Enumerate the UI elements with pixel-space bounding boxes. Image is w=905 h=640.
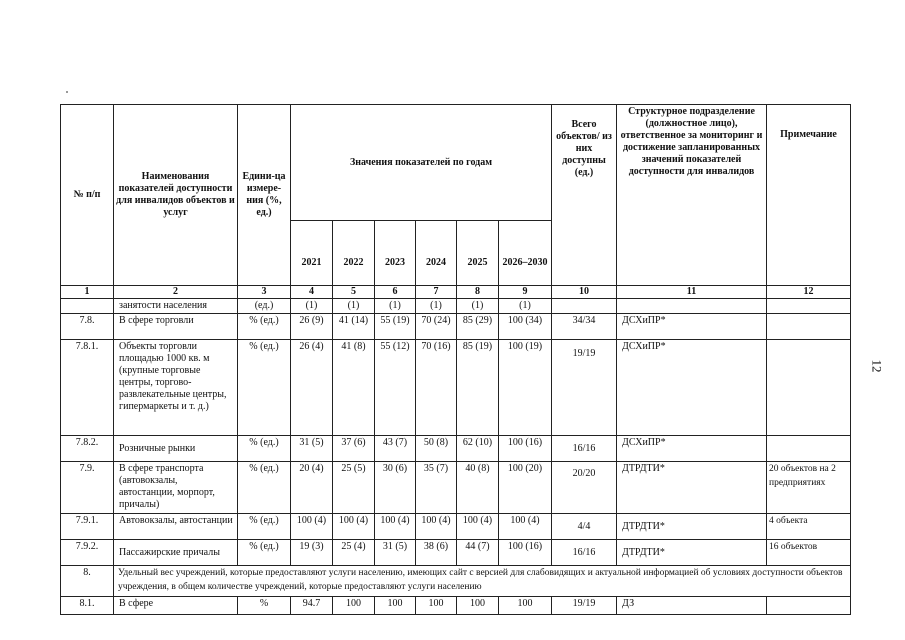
header-year: 2026–2030 [499, 221, 552, 286]
row-num: 7.8.1. [61, 340, 114, 436]
row-value: 31 (5) [291, 436, 333, 462]
row-value: (1) [416, 299, 457, 314]
row-responsible: ДСХиПР* [617, 314, 767, 340]
row-value: 41 (14) [333, 314, 375, 340]
row-value: 38 (6) [416, 540, 457, 566]
row-value: 26 (9) [291, 314, 333, 340]
row-total: 4/4 [552, 514, 617, 540]
header-year: 2024 [416, 221, 457, 286]
header-values: Значения показателей по годам [291, 105, 552, 221]
row-value: 70 (16) [416, 340, 457, 436]
row-name: занятости населения [114, 299, 238, 314]
row-num: 7.9. [61, 462, 114, 514]
accessibility-indicators-table [60, 104, 851, 615]
column-number: 7 [416, 286, 457, 299]
row-unit: % (ед.) [238, 314, 291, 340]
row-unit: % (ед.) [238, 340, 291, 436]
section-num: 8. [61, 566, 114, 597]
table-row [61, 340, 851, 436]
row-num: 7.9.1. [61, 514, 114, 540]
row-num [61, 299, 114, 314]
column-numbers-row [61, 286, 851, 299]
table-row [61, 436, 851, 462]
row-name: Розничные рынки [114, 436, 238, 462]
row-value: 62 (10) [457, 436, 499, 462]
row-value: 100 [499, 596, 552, 614]
row-value: 85 (29) [457, 314, 499, 340]
row-value: 55 (19) [375, 314, 416, 340]
row-value: 25 (5) [333, 462, 375, 514]
row-value: 31 (5) [375, 540, 416, 566]
row-name: В сфере торговли [114, 314, 238, 340]
column-number: 1 [61, 286, 114, 299]
table-row [61, 596, 851, 614]
row-value: 85 (19) [457, 340, 499, 436]
column-number: 10 [552, 286, 617, 299]
row-value: 43 (7) [375, 436, 416, 462]
row-value: 20 (4) [291, 462, 333, 514]
header-year: 2022 [333, 221, 375, 286]
row-responsible: ДСХиПР* [617, 340, 767, 436]
row-value: 100 [416, 596, 457, 614]
row-value: 100 (19) [499, 340, 552, 436]
row-total [552, 299, 617, 314]
row-num: 7.8. [61, 314, 114, 340]
row-value: 44 (7) [457, 540, 499, 566]
row-name: Автовокзалы, автостанции [114, 514, 238, 540]
row-name: Объекты торговли площадью 1000 кв. м (крупные торговые центры, торгово-развлекательные центры, гипермаркеты и т. д.) [114, 340, 238, 436]
row-responsible: ДТРДТИ* [617, 514, 767, 540]
row-total: 19/19 [552, 340, 617, 436]
row-responsible: ДСХиПР* [617, 436, 767, 462]
row-value: (1) [291, 299, 333, 314]
page-number: 12 [869, 359, 885, 373]
row-name: Пассажирские причалы [114, 540, 238, 566]
row-value: (1) [333, 299, 375, 314]
row-note: 20 объектов на 2 предприятиях [767, 462, 851, 514]
header-note: Примечание [767, 105, 851, 286]
row-value: 100 (4) [291, 514, 333, 540]
row-value: 100 [333, 596, 375, 614]
row-value: 100 [457, 596, 499, 614]
column-number: 11 [617, 286, 767, 299]
row-value: 40 (8) [457, 462, 499, 514]
row-unit: % (ед.) [238, 514, 291, 540]
row-note: 4 объекта [767, 514, 851, 540]
row-total: 16/16 [552, 540, 617, 566]
row-num: 7.9.2. [61, 540, 114, 566]
row-value: 50 (8) [416, 436, 457, 462]
column-number: 4 [291, 286, 333, 299]
row-value: 100 (4) [375, 514, 416, 540]
header-year: 2023 [375, 221, 416, 286]
row-value: 100 (16) [499, 436, 552, 462]
row-value: 25 (4) [333, 540, 375, 566]
table-row [61, 540, 851, 566]
column-number: 2 [114, 286, 238, 299]
row-total: 34/34 [552, 314, 617, 340]
row-value: 30 (6) [375, 462, 416, 514]
row-total: 19/19 [552, 596, 617, 614]
row-note: 16 объектов [767, 540, 851, 566]
row-unit: % (ед.) [238, 540, 291, 566]
row-value: 35 (7) [416, 462, 457, 514]
header-year: 2025 [457, 221, 499, 286]
row-unit: % (ед.) [238, 436, 291, 462]
row-responsible: ДТРДТИ* [617, 462, 767, 514]
row-value: 100 (4) [333, 514, 375, 540]
column-number: 6 [375, 286, 416, 299]
row-note [767, 299, 851, 314]
row-value: 70 (24) [416, 314, 457, 340]
row-unit: (ед.) [238, 299, 291, 314]
header-total: Всего объектов/ из них доступны (ед.) [552, 105, 617, 286]
row-note [767, 596, 851, 614]
header-name: Наименования показателей доступности для инвалидов объектов и услуг [114, 105, 238, 286]
row-num: 8.1. [61, 596, 114, 614]
row-value: 100 (20) [499, 462, 552, 514]
table-row [61, 299, 851, 314]
row-value: 55 (12) [375, 340, 416, 436]
section-title: Удельный вес учреждений, которые предоставляют услуги населению, имеющих сайт с версией для слабовидящих и актуальной информацией об условиях доступности объектов учреждения, в общем количестве учреждений, которые предоставляют услуги населению [114, 566, 851, 597]
row-value: 100 [375, 596, 416, 614]
section-row [61, 566, 851, 597]
row-responsible: ДЗ [617, 596, 767, 614]
column-number: 5 [333, 286, 375, 299]
row-total: 16/16 [552, 436, 617, 462]
table-row [61, 314, 851, 340]
row-note [767, 436, 851, 462]
row-value: 100 (16) [499, 540, 552, 566]
row-value: 19 (3) [291, 540, 333, 566]
table-row [61, 462, 851, 514]
column-number: 12 [767, 286, 851, 299]
row-responsible: ДТРДТИ* [617, 540, 767, 566]
row-unit: % [238, 596, 291, 614]
scan-speck [66, 91, 68, 93]
row-name: В сфере [114, 596, 238, 614]
table-row [61, 514, 851, 540]
row-value: 100 (4) [499, 514, 552, 540]
column-number: 3 [238, 286, 291, 299]
header-unit: Едини-ца измере-ния (%, ед.) [238, 105, 291, 286]
row-note [767, 340, 851, 436]
header-year: 2021 [291, 221, 333, 286]
row-value: (1) [499, 299, 552, 314]
row-value: 41 (8) [333, 340, 375, 436]
row-name: В сфере транспорта (автовокзалы, автостанции, морпорт, причалы) [114, 462, 238, 514]
column-number: 9 [499, 286, 552, 299]
column-number: 8 [457, 286, 499, 299]
row-value: (1) [375, 299, 416, 314]
row-value: 100 (34) [499, 314, 552, 340]
row-value: 100 (4) [457, 514, 499, 540]
row-total: 20/20 [552, 462, 617, 514]
row-value: 26 (4) [291, 340, 333, 436]
row-value: 94.7 [291, 596, 333, 614]
header-num: № п/п [61, 105, 114, 286]
row-unit: % (ед.) [238, 462, 291, 514]
row-num: 7.8.2. [61, 436, 114, 462]
header-responsible: Структурное подразделение (должностное лицо), ответственное за мониторинг и достижение запланированных значений показателей доступности для инвалидов [617, 105, 767, 286]
row-note [767, 314, 851, 340]
row-responsible [617, 299, 767, 314]
row-value: 37 (6) [333, 436, 375, 462]
row-value: 100 (4) [416, 514, 457, 540]
row-value: (1) [457, 299, 499, 314]
